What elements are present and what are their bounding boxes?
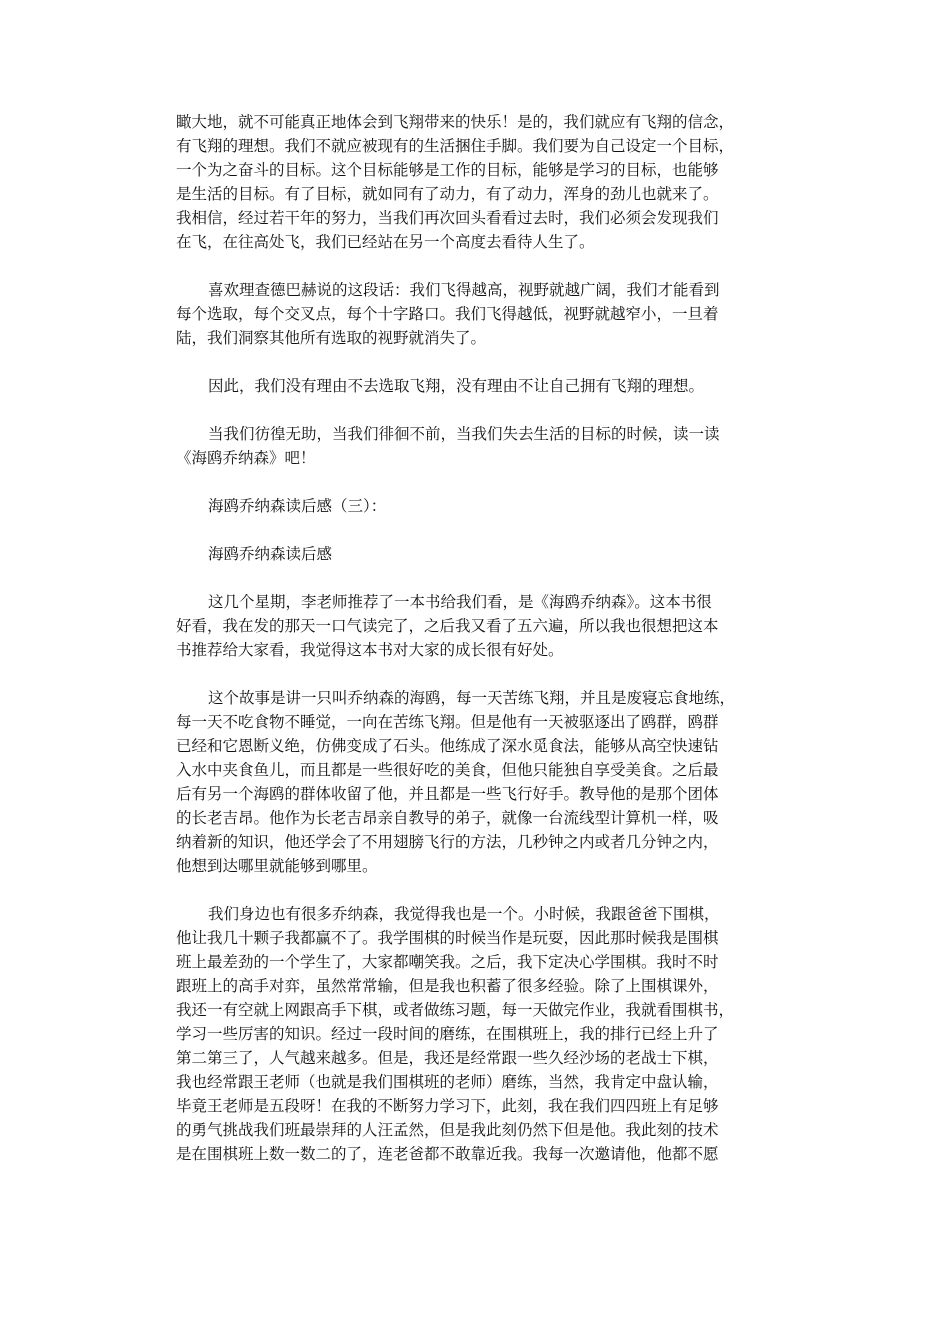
text-line: 他想到达哪里就能够到哪里。 — [176, 857, 378, 875]
text-line: 的长老吉昂。他作为长老吉昂亲自教导的弟子，就像一台流线型计算机一样，吸 — [176, 809, 719, 827]
text-line: 《海鸥乔纳森》吧！ — [176, 449, 316, 467]
text-line: 他让我几十颗子我都赢不了。我学围棋的时候当作是玩耍，因此那时候我是围棋 — [176, 929, 719, 947]
text-line: 学习一些厉害的知识。经过一段时间的磨练，在围棋班上，我的排行已经上升了 — [176, 1025, 719, 1043]
paragraph — [176, 686, 796, 878]
text-line: 第二第三了，人气越来越多。但是，我还是经常跟一些久经沙场的老战士下棋， — [176, 1049, 719, 1067]
text-line: 陆，我们洞察其他所有选取的视野就消失了。 — [176, 329, 487, 347]
text-line: 纳着新的知识，他还学会了不用翅膀飞行的方法，几秒钟之内或者几分钟之内， — [176, 833, 719, 851]
paragraph — [176, 902, 796, 1166]
text-line: 是生活的目标。有了目标，就如同有了动力，有了动力，浑身的劲儿也就来了。 — [176, 185, 719, 203]
text-line: 瞰大地，就不可能真正地体会到飞翔带来的快乐！是的，我们就应有飞翔的信念， — [176, 113, 735, 131]
text-line: 我们身边也有很多乔纳森，我觉得我也是一个。小时候，我跟爸爸下围棋， — [208, 905, 720, 923]
heading-line: 海鸥乔纳森读后感 — [208, 545, 333, 563]
text-line: 后有另一个海鸥的群体收留了他，并且都是一些飞行好手。教导他的是那个团体 — [176, 785, 719, 803]
section-heading — [176, 494, 796, 518]
paragraph-spacer — [176, 878, 796, 902]
text-line: 每一天不吃食物不睡觉，一向在苦练飞翔。但是他有一天被驱逐出了鸥群，鸥群 — [176, 713, 719, 731]
text-line: 这几个星期，李老师推荐了一本书给我们看，是《海鸥乔纳森》。这本书很 — [208, 593, 712, 611]
text-line: 已经和它恩断义绝，仿佛变成了石头。他练成了深水觅食法，能够从高空快速钻 — [176, 737, 719, 755]
text-line: 好看，我在发的那天一口气读完了，之后我又看了五六遍，所以我也很想把这本 — [176, 617, 719, 635]
heading-line: 海鸥乔纳森读后感（三）： — [208, 497, 387, 515]
text-line: 是在围棋班上数一数二的了，连老爸都不敢靠近我。我每一次邀请他，他都不愿 — [176, 1145, 719, 1163]
paragraph — [176, 590, 796, 662]
paragraph-spacer — [176, 350, 796, 374]
paragraph-spacer — [176, 398, 796, 422]
paragraph — [176, 110, 796, 254]
text-line: 入水中夹食鱼儿，而且都是一些很好吃的美食，但他只能独自享受美食。之后最 — [176, 761, 719, 779]
paragraph-spacer — [176, 518, 796, 542]
article-title — [176, 542, 796, 566]
paragraph-spacer — [176, 470, 796, 494]
paragraph — [176, 374, 796, 398]
text-line: 当我们彷徨无助，当我们徘徊不前，当我们失去生活的目标的时候，读一读 — [208, 425, 720, 443]
paragraph — [176, 278, 796, 350]
text-line: 跟班上的高手对弈，虽然常常输，但是我也积蓄了很多经验。除了上围棋课外， — [176, 977, 719, 995]
text-line: 每个选取，每个交叉点，每个十字路口。我们飞得越低，视野就越窄小，一旦着 — [176, 305, 719, 323]
text-line: 有飞翔的理想。我们不就应被现有的生活捆住手脚。我们要为自己设定一个目标， — [176, 137, 735, 155]
paragraph-spacer — [176, 254, 796, 278]
text-line: 我还一有空就上网跟高手下棋，或者做练习题，每一天做完作业，我就看围棋书， — [176, 1001, 735, 1019]
text-line: 我相信，经过若干年的努力，当我们再次回头看看过去时，我们必须会发现我们 — [176, 209, 719, 227]
text-line: 在飞，在往高处飞，我们已经站在另一个高度去看待人生了。 — [176, 233, 595, 251]
text-line: 因此，我们没有理由不去选取飞翔，没有理由不让自己拥有飞翔的理想。 — [208, 377, 705, 395]
text-line: 喜欢理查德巴赫说的这段话：我们飞得越高，视野就越广阔，我们才能看到 — [208, 281, 720, 299]
text-line: 的勇气挑战我们班最崇拜的人汪孟然，但是我此刻仍然下但是他。我此刻的技术 — [176, 1121, 719, 1139]
text-line: 班上最差劲的一个学生了，大家都嘲笑我。之后，我下定决心学围棋。我时不时 — [176, 953, 719, 971]
text-line: 一个为之奋斗的目标。这个目标能够是工作的目标，能够是学习的目标，也能够 — [176, 161, 719, 179]
paragraph-spacer — [176, 566, 796, 590]
paragraph — [176, 422, 796, 470]
text-line: 这个故事是讲一只叫乔纳森的海鸥，每一天苦练飞翔，并且是废寝忘食地练， — [208, 689, 736, 707]
paragraph-spacer — [176, 662, 796, 686]
text-line: 毕竟王老师是五段呀！在我的不断努力学习下，此刻，我在我们四四班上有足够 — [176, 1097, 719, 1115]
text-line: 书推荐给大家看，我觉得这本书对大家的成长很有好处。 — [176, 641, 564, 659]
text-line: 我也经常跟王老师（也就是我们围棋班的老师）磨练，当然，我肯定中盘认输， — [176, 1073, 719, 1091]
document-body — [176, 110, 796, 1166]
